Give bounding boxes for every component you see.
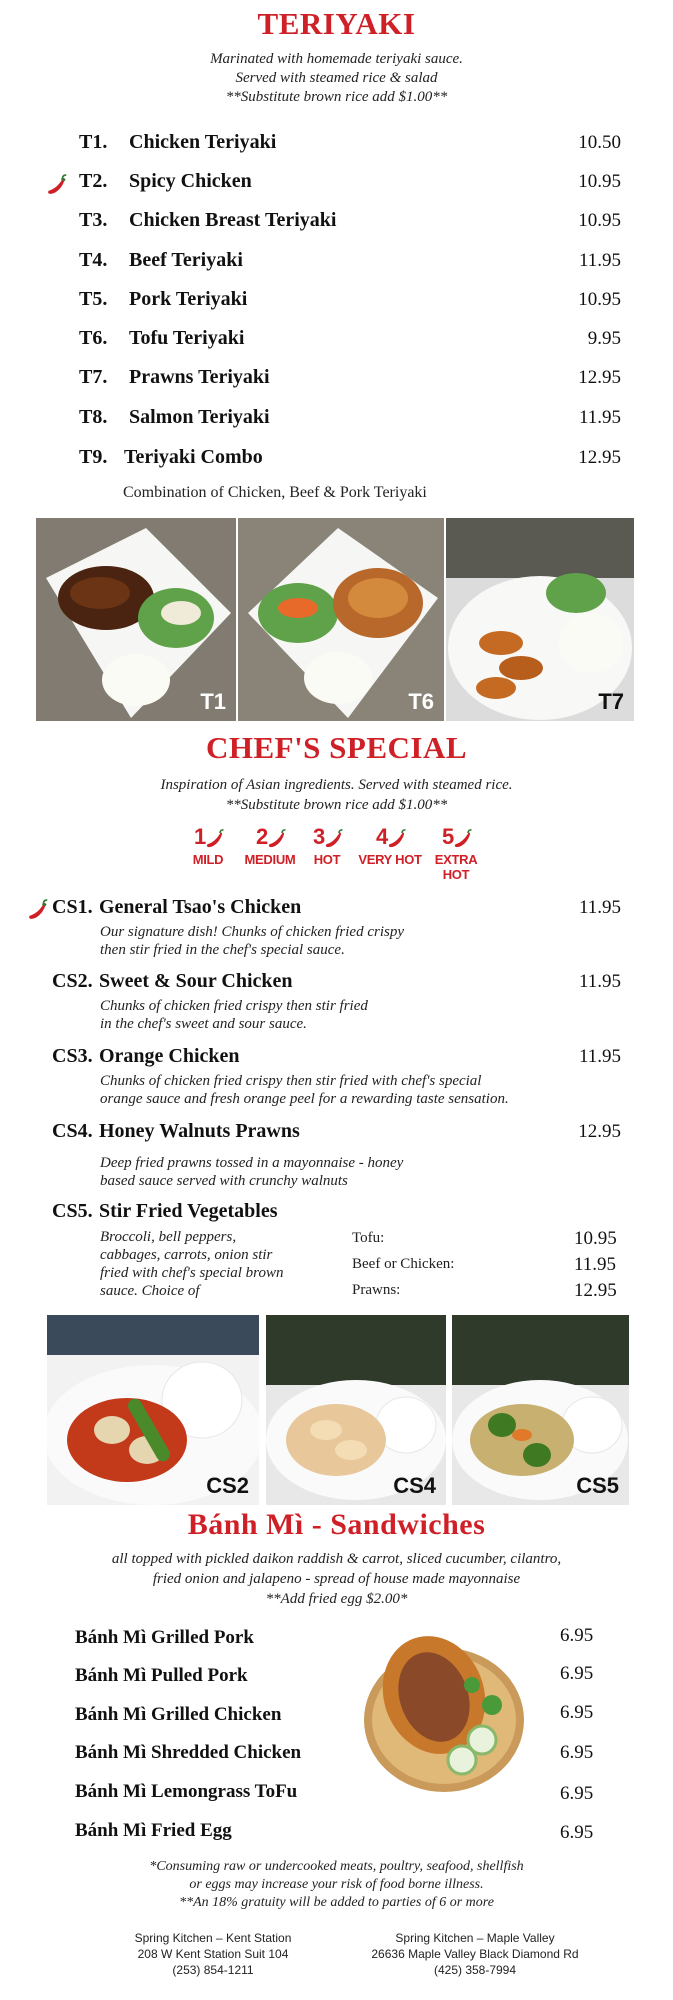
photo-label-cs5: CS5 — [576, 1473, 619, 1498]
banh-mi-item-price: 6.95 — [560, 1625, 594, 1646]
chili-icon — [386, 828, 408, 850]
teriyaki-item-price: 11.95 — [578, 407, 621, 428]
teriyaki-item-price: 10.95 — [578, 171, 621, 192]
location-maple-valley-address: 26636 Maple Valley Black Diamond Rd — [371, 1947, 579, 1961]
spice-level-2: 2 MEDIUM — [244, 824, 296, 867]
teriyaki-subtitle-3: **Substitute brown rice add $1.00** — [225, 89, 448, 105]
banh-mi-item-price: 6.95 — [560, 1783, 594, 1804]
location-kent-phone: (253) 854-1211 — [172, 1963, 254, 1977]
banh-mi-subtitle-1: all topped with pickled daikon raddish & carrot, sliced cucumber, cilantro, — [111, 1551, 562, 1567]
teriyaki-subtitle-1: Marinated with homemade teriyaki sauce. — [210, 51, 463, 67]
cs5-option-beef-label: Beef or Chicken: — [352, 1256, 455, 1272]
teriyaki-item-code: T7. — [79, 366, 108, 388]
cs-item-description: Chunks of chicken fried crispy then stir fried with chef's special orange sauce and fresh orange peel for a rewarding taste sensation. — [100, 1073, 509, 1107]
cs-item-code: CS3. — [52, 1045, 93, 1067]
teriyaki-item-price: 9.95 — [587, 328, 621, 349]
cs-item-price: 11.95 — [578, 897, 621, 918]
location-kent — [98, 1930, 328, 1978]
location-kent-name: Spring Kitchen – Kent Station — [134, 1931, 292, 1945]
photo-label-t6: T6 — [408, 689, 434, 714]
banh-mi-title: Bánh Mì - Sandwiches — [187, 1508, 486, 1541]
location-maple-valley-name: Spring Kitchen – Maple Valley — [395, 1931, 555, 1945]
photo-t1 — [36, 518, 236, 721]
cs5-option-beef-price: 11.95 — [574, 1254, 617, 1275]
chili-icon — [452, 828, 474, 850]
cs-item-price: 12.95 — [578, 1121, 621, 1142]
cs-item-name: Orange Chicken — [99, 1045, 240, 1067]
chili-icon — [266, 828, 288, 850]
banh-mi-item-price: 6.95 — [560, 1663, 594, 1684]
teriyaki-item-price: 10.95 — [578, 210, 621, 231]
cs5-option-prawns-price: 12.95 — [574, 1280, 617, 1301]
teriyaki-subtitle-2: Served with steamed rice & salad — [235, 70, 438, 86]
spice-level-4: 4 VERY HOT — [358, 824, 422, 867]
chili-icon — [204, 828, 226, 850]
cs-item-name: Honey Walnuts Prawns — [99, 1120, 300, 1142]
banh-mi-item-name: Bánh Mì Lemongrass ToFu — [75, 1781, 298, 1802]
cs-item-price: 11.95 — [578, 971, 621, 992]
disclaimer-line-2: or eggs may increase your risk of food borne illness. — [189, 1877, 484, 1892]
cs-item-description: Chunks of chicken fried crispy then stir fried in the chef's sweet and sour sauce. — [100, 998, 368, 1032]
cs-item-code: CS2. — [52, 970, 93, 992]
banh-mi-item-name: Bánh Mì Grilled Chicken — [75, 1704, 282, 1725]
cs5-code: CS5. — [52, 1200, 93, 1222]
banh-mi-item-name: Bánh Mì Pulled Pork — [75, 1665, 248, 1686]
teriyaki-item-name: Chicken Breast Teriyaki — [129, 209, 337, 231]
cs5-name: Stir Fried Vegetables — [99, 1200, 278, 1222]
teriyaki-item-code: T9. — [79, 446, 108, 468]
photo-cs4 — [266, 1315, 446, 1505]
cs5-option-prawns-label: Prawns: — [352, 1282, 401, 1298]
teriyaki-item-code: T2. — [79, 170, 108, 192]
chefs-special-subtitle-1: Inspiration of Asian ingredients. Served with steamed rice. — [160, 777, 513, 793]
cs-item-description: Our signature dish! Chunks of chicken fried crispy then stir fried in the chef's special sauce. — [100, 924, 404, 958]
teriyaki-item-code: T4. — [79, 249, 108, 271]
photo-label-t7: T7 — [598, 689, 624, 714]
chili-icon — [323, 828, 345, 850]
teriyaki-item-price: 11.95 — [578, 250, 621, 271]
teriyaki-item-code: T6. — [79, 327, 108, 349]
photo-label-cs4: CS4 — [393, 1473, 436, 1498]
spicy-chili-icon — [45, 173, 69, 197]
banh-mi-item-price: 6.95 — [560, 1822, 594, 1843]
teriyaki-item-name: Spicy Chicken — [129, 170, 252, 192]
teriyaki-item-code: T5. — [79, 288, 108, 310]
banh-mi-item-price: 6.95 — [560, 1702, 594, 1723]
location-maple-valley-phone: (425) 358-7994 — [433, 1963, 517, 1977]
banh-mi-item-price: 6.95 — [560, 1742, 594, 1763]
banh-mi-sandwich-image — [362, 1625, 527, 1797]
cs-item-code: CS4. — [52, 1120, 93, 1142]
teriyaki-item-price: 10.95 — [578, 289, 621, 310]
banh-mi-item-name: Bánh Mì Fried Egg — [75, 1820, 232, 1841]
cs-item-name: General Tsao's Chicken — [99, 896, 302, 918]
teriyaki-item-name: Beef Teriyaki — [129, 249, 243, 271]
teriyaki-combo-note: Combination of Chicken, Beef & Pork Teriyaki — [123, 484, 427, 501]
location-maple-valley — [340, 1930, 610, 1978]
teriyaki-item-price: 12.95 — [578, 447, 621, 468]
teriyaki-title: TERIYAKI — [257, 6, 416, 41]
photo-t6 — [238, 518, 444, 721]
photo-label-t1: T1 — [200, 689, 226, 714]
cs5-option-tofu-label: Tofu: — [352, 1230, 385, 1246]
cs-item-name: Sweet & Sour Chicken — [99, 970, 293, 992]
teriyaki-item-name: Tofu Teriyaki — [129, 327, 245, 349]
spicy-chili-icon — [26, 898, 50, 922]
photo-cs5 — [452, 1315, 629, 1505]
teriyaki-item-name: Salmon Teriyaki — [129, 406, 270, 428]
photo-banh-mi — [362, 1625, 527, 1797]
disclaimer-line-1: *Consuming raw or undercooked meats, poultry, seafood, shellfish — [149, 1859, 524, 1874]
photo-cs2 — [47, 1315, 259, 1505]
photo-label-cs2: CS2 — [206, 1473, 249, 1498]
teriyaki-item-name: Teriyaki Combo — [124, 446, 263, 468]
cs-item-code: CS1. — [52, 896, 93, 918]
spice-level-3: 3 HOT — [295, 822, 359, 867]
banh-mi-subtitle-3: **Add fried egg $2.00* — [265, 1591, 408, 1607]
cs5-option-tofu-price: 10.95 — [574, 1228, 617, 1249]
teriyaki-item-price: 12.95 — [578, 367, 621, 388]
banh-mi-subtitle-2: fried onion and jalapeno - spread of house made mayonnaise — [152, 1571, 521, 1587]
teriyaki-item-code: T8. — [79, 406, 108, 428]
banh-mi-item-name: Bánh Mì Grilled Pork — [75, 1627, 254, 1648]
teriyaki-item-code: T3. — [79, 209, 108, 231]
teriyaki-item-price: 10.50 — [578, 132, 621, 153]
chefs-special-title: CHEF'S SPECIAL — [205, 730, 468, 765]
cs-item-description: Deep fried prawns tossed in a mayonnaise - honey based sauce served with crunchy walnuts — [100, 1155, 404, 1189]
spice-level-1: 1 MILD — [176, 822, 240, 867]
photo-t7 — [446, 518, 634, 721]
cs-item-price: 11.95 — [578, 1046, 621, 1067]
teriyaki-item-name: Chicken Teriyaki — [129, 131, 277, 153]
cs5-description: Broccoli, bell peppers, cabbages, carrots, onion stir fried with chef's special brown sauce. Choice of — [100, 1229, 284, 1299]
teriyaki-item-code: T1. — [79, 131, 108, 153]
teriyaki-item-name: Pork Teriyaki — [129, 288, 248, 310]
chefs-special-subtitle-2: **Substitute brown rice add $1.00** — [225, 797, 448, 813]
teriyaki-item-name: Prawns Teriyaki — [129, 366, 270, 388]
disclaimer-line-3: **An 18% gratuity will be added to parties of 6 or more — [179, 1895, 494, 1910]
spice-level-5: 5 EXTRA HOT — [434, 824, 478, 882]
banh-mi-item-name: Bánh Mì Shredded Chicken — [75, 1742, 302, 1763]
location-kent-address: 208 W Kent Station Suit 104 — [137, 1947, 289, 1961]
